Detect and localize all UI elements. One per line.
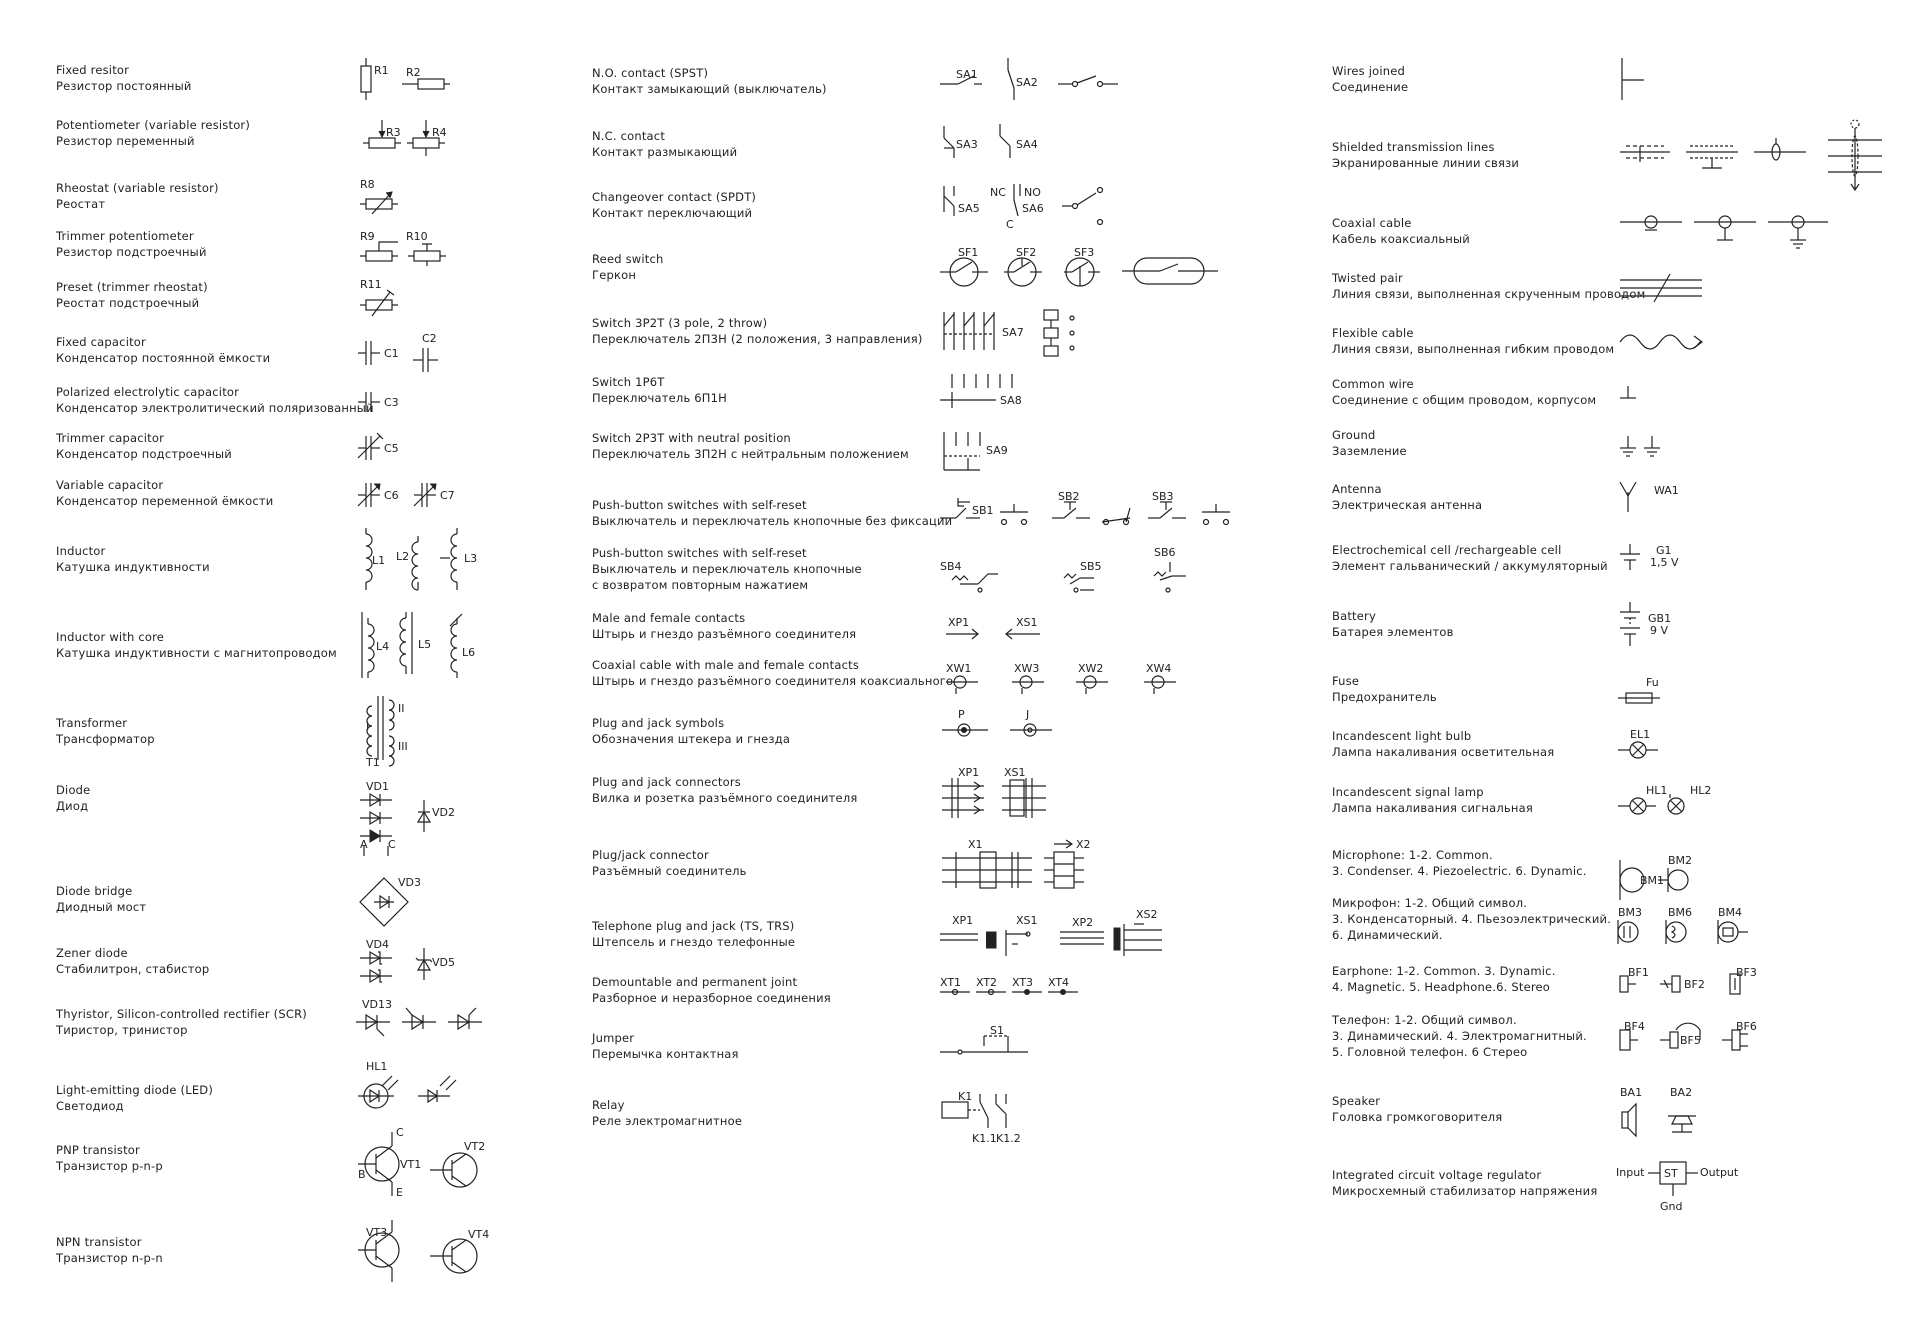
ref-t1-winding-3: III bbox=[398, 740, 408, 753]
entry-speaker: Speaker Головка громкоговорителя bbox=[1332, 1094, 1503, 1124]
entry-switch-3p2t: Switch 3P2T (3 pole, 2 throw) Переключатель 2П3Н (2 положения, 3 направления) bbox=[592, 316, 923, 346]
ref-s1: S1 bbox=[990, 1024, 1004, 1037]
ref-xs1-phone: XS1 bbox=[1016, 914, 1038, 927]
ref-xt1: XT1 bbox=[940, 976, 962, 989]
phone-plug-xp2-symbol bbox=[1060, 928, 1120, 950]
capacitor-c6-symbol bbox=[358, 483, 380, 507]
ref-sa8: SA8 bbox=[1000, 394, 1022, 407]
ref-t1: T1 bbox=[366, 756, 380, 769]
ref-xt2: XT2 bbox=[976, 976, 998, 989]
ref-bm6: BM6 bbox=[1668, 906, 1693, 919]
entry-relay: Relay Реле электромагнитное bbox=[592, 1098, 743, 1128]
ref-cathode: C bbox=[388, 838, 396, 851]
reed-sf1-symbol bbox=[940, 258, 988, 286]
ref-k1-2: K1.2 bbox=[996, 1132, 1021, 1145]
entry-diode: Diode Диод bbox=[56, 783, 91, 813]
ref-l5: L5 bbox=[418, 638, 432, 651]
entry-plug-jack-symbols: Plug and jack symbols Обозначения штекера и гнезда bbox=[592, 716, 791, 746]
inductor-l5-symbol bbox=[400, 612, 412, 674]
ref-c7: C7 bbox=[440, 489, 455, 502]
switch-spst-symbol bbox=[1058, 76, 1118, 87]
coax-xw3-symbol bbox=[1012, 676, 1044, 694]
trimmer-r10-symbol bbox=[408, 244, 446, 266]
entry-changeover-contact: Changeover contact (SPDT) Контакт переключающий bbox=[592, 190, 757, 220]
entry-jumper: Jumper Перемычка контактная bbox=[592, 1031, 739, 1061]
entry-switch-1p6t: Switch 1P6T Переключатель 6П1Н bbox=[592, 375, 728, 405]
coaxial-cable-symbol-2 bbox=[1694, 216, 1756, 240]
ref-t1-winding-2: II bbox=[398, 702, 405, 715]
signal-lamp-hl1-symbol bbox=[1618, 798, 1656, 814]
ref-bf1: BF1 bbox=[1628, 966, 1649, 979]
switch-spdt-symbol bbox=[1062, 188, 1103, 225]
ref-vd5: VD5 bbox=[432, 956, 455, 969]
inductor-l2-symbol bbox=[412, 536, 418, 590]
rheostat-r8-symbol bbox=[360, 192, 398, 214]
ref-c1: C1 bbox=[384, 347, 399, 360]
coax-xw4-symbol bbox=[1144, 676, 1176, 694]
entry-potentiometer: Potentiometer (variable resistor) Резистор переменный bbox=[56, 118, 251, 148]
ref-xp2-phone: XP2 bbox=[1072, 916, 1094, 929]
entry-earphone-ru: Телефон: 1-2. Общий символ. 3. Динамический. 4. Электромагнитный. 5. Головной телефон. 6 Стерео bbox=[1332, 1013, 1587, 1059]
ref-sa9: SA9 bbox=[986, 444, 1008, 457]
ref-bf6: BF6 bbox=[1736, 1020, 1757, 1033]
ref-xw2: XW2 bbox=[1078, 662, 1104, 675]
ref-sb4: SB4 bbox=[940, 560, 962, 573]
ref-nc: NC bbox=[990, 186, 1006, 199]
phone-jack-xs1-symbol bbox=[1006, 930, 1030, 956]
ref-sb1: SB1 bbox=[972, 504, 994, 517]
entry-pushbutton-1: Push-button switches with self-reset Выключатель и переключатель кнопочные без фиксации bbox=[592, 498, 953, 528]
contact-sa4-symbol bbox=[1000, 124, 1010, 158]
ref-labels bbox=[358, 64, 1757, 1241]
ref-r2: R2 bbox=[406, 66, 421, 79]
ref-g1-voltage: 1,5 V bbox=[1650, 556, 1679, 569]
coax-xw2-symbol bbox=[1076, 676, 1108, 694]
entry-switch-2p3t: Switch 2P3T with neutral position Переключатель 3П2Н с нейтральным положением bbox=[592, 431, 909, 461]
trimmer-r9-symbol bbox=[360, 242, 398, 261]
contact-sa2-symbol bbox=[1008, 58, 1014, 100]
thyristor-symbol-2 bbox=[402, 1008, 436, 1029]
zener-vd5-symbol bbox=[416, 948, 432, 980]
contact-sa5-symbol bbox=[944, 186, 954, 216]
ref-fu: Fu bbox=[1646, 676, 1659, 689]
wires-joined-symbol bbox=[1622, 58, 1644, 100]
ref-emitter: E bbox=[396, 1186, 403, 1199]
entry-electrolytic-capacitor: Polarized electrolytic capacitor Конденсатор электролитический поляризованный bbox=[56, 385, 374, 415]
ref-r3: R3 bbox=[386, 126, 401, 139]
ref-xs2-phone: XS2 bbox=[1136, 908, 1158, 921]
ref-xs1-connector: XS1 bbox=[1004, 766, 1026, 779]
coax-xw1-symbol bbox=[946, 676, 978, 694]
ref-g1: G1 bbox=[1656, 544, 1672, 557]
ref-sa7: SA7 bbox=[1002, 326, 1024, 339]
thyristor-vd13-symbol-1 bbox=[356, 1015, 390, 1036]
ref-wa1: WA1 bbox=[1654, 484, 1679, 497]
entry-ic-regulator: Integrated circuit voltage regulator Микросхемный стабилизатор напряжения bbox=[1332, 1168, 1598, 1198]
ref-xw3: XW3 bbox=[1014, 662, 1040, 675]
phone-plug-xp1-symbol bbox=[940, 932, 996, 948]
ref-xt4: XT4 bbox=[1048, 976, 1070, 989]
pushbutton-no-3-symbol bbox=[1202, 504, 1230, 525]
joint-xt2-symbol bbox=[976, 990, 1006, 995]
ref-r8: R8 bbox=[360, 178, 375, 191]
entry-microphone-en: Microphone: 1-2. Common. 3. Condenser. 4. Piezoelectric. 6. Dynamic. bbox=[1332, 848, 1587, 878]
ref-r4: R4 bbox=[432, 126, 447, 139]
thyristor-symbol-3 bbox=[448, 1008, 482, 1029]
ref-vd13: VD13 bbox=[362, 998, 392, 1011]
ref-sf2: SF2 bbox=[1016, 246, 1037, 259]
earphone-bf6-symbol bbox=[1722, 1030, 1748, 1050]
entry-microphone-ru: Микрофон: 1-2. Общий символ. 3. Конденсаторный. 4. Пьезоэлектрический. 6. Динамический. bbox=[1332, 896, 1612, 942]
ref-anode: A bbox=[360, 838, 368, 851]
cell-g1-symbol bbox=[1620, 544, 1640, 570]
entry-trimmer-potentiometer: Trimmer potentiometer Резистор подстроечный bbox=[56, 229, 207, 259]
entry-thyristor: Thyristor, Silicon-controlled rectifier (SCR) Тиристор, тринистор bbox=[56, 1007, 307, 1037]
ref-c2: C2 bbox=[422, 332, 437, 345]
entry-light-bulb: Incandescent light bulb Лампа накаливания осветительная bbox=[1332, 729, 1555, 759]
battery-gb1-symbol bbox=[1620, 602, 1640, 646]
ref-sa3: SA3 bbox=[956, 138, 978, 151]
entry-coaxial-contacts: Coaxial cable with male and female contacts Штырь и гнездо разъёмного соединителя коаксиального bbox=[592, 658, 954, 688]
ref-xw4: XW4 bbox=[1146, 662, 1172, 675]
entry-variable-capacitor: Variable capacitor Конденсатор переменной ёмкости bbox=[56, 478, 274, 508]
entry-nc-contact: N.C. contact Контакт размыкающий bbox=[592, 129, 738, 159]
pushbutton-no-1-symbol bbox=[1000, 504, 1028, 525]
ref-c6: C6 bbox=[384, 489, 399, 502]
jumper-s1-symbol bbox=[940, 1036, 1028, 1054]
ref-x1: X1 bbox=[968, 838, 983, 851]
diode-vd2-symbol bbox=[418, 800, 430, 832]
entry-telephone-plug: Telephone plug and jack (TS, TRS) Штепсель и гнездо телефонные bbox=[592, 919, 796, 949]
ref-l6: L6 bbox=[462, 646, 476, 659]
speaker-ba2-symbol bbox=[1668, 1116, 1696, 1132]
ref-r1: R1 bbox=[374, 64, 389, 77]
entry-pnp: PNP transistor Транзистор p-n-p bbox=[56, 1143, 163, 1173]
capacitor-c1-symbol bbox=[358, 341, 380, 365]
microphone-bm3-symbol bbox=[1618, 920, 1638, 944]
entry-antenna: Antenna Электрическая антенна bbox=[1332, 482, 1483, 512]
connector-x1-symbol bbox=[942, 852, 1032, 888]
ref-sa6: SA6 bbox=[1022, 202, 1044, 215]
entry-ground: Ground Заземление bbox=[1332, 428, 1407, 458]
signal-lamp-hl2-symbol bbox=[1668, 794, 1684, 814]
entry-demountable-joint: Demountable and permanent joint Разборное и неразборное соединения bbox=[592, 975, 831, 1005]
ref-r11: R11 bbox=[360, 278, 382, 291]
switch-sa7-symbol bbox=[944, 312, 994, 350]
joint-xt1-symbol bbox=[940, 990, 970, 995]
capacitor-c2-symbol bbox=[413, 348, 438, 372]
ref-l1: L1 bbox=[372, 554, 386, 567]
speaker-ba1-symbol bbox=[1622, 1104, 1636, 1136]
ref-l4: L4 bbox=[376, 640, 390, 653]
light-bulb-el1-symbol bbox=[1618, 742, 1658, 758]
ref-bm4: BM4 bbox=[1718, 906, 1743, 919]
ref-hl1: HL1 bbox=[366, 1060, 388, 1073]
ref-el1: EL1 bbox=[1630, 728, 1651, 741]
zener-vd4-symbol bbox=[360, 952, 392, 982]
ref-bf5: BF5 bbox=[1680, 1034, 1701, 1047]
ref-hl1-lamp: HL1 bbox=[1646, 784, 1668, 797]
ref-bf3: BF3 bbox=[1736, 966, 1757, 979]
capacitor-c3-symbol bbox=[358, 392, 380, 412]
ref-sb3: SB3 bbox=[1152, 490, 1174, 503]
ref-p: P bbox=[958, 708, 965, 721]
ref-xp1-connector: XP1 bbox=[958, 766, 980, 779]
ground-symbol bbox=[1620, 436, 1660, 456]
phone-jack-xs2-symbol bbox=[1124, 924, 1162, 956]
ref-t1-winding-1: I bbox=[366, 720, 370, 733]
entry-twisted-pair: Twisted pair Линия связи, выполненная скрученным проводом bbox=[1332, 271, 1646, 301]
connector-xs1-symbol bbox=[1002, 778, 1046, 818]
entry-transformer: Transformer Трансформатор bbox=[56, 716, 155, 746]
ref-bm1: BM1 bbox=[1640, 874, 1665, 887]
shielded-line-2-symbol bbox=[1686, 146, 1738, 168]
resistor-r1-symbol bbox=[361, 58, 371, 100]
reed-sf3-symbol bbox=[1064, 258, 1100, 286]
entry-signal-lamp: Incandescent signal lamp Лампа накаливания сигнальная bbox=[1332, 785, 1533, 815]
ref-x2: X2 bbox=[1076, 838, 1091, 851]
ref-bm3: BM3 bbox=[1618, 906, 1643, 919]
ref-sb5: SB5 bbox=[1080, 560, 1102, 573]
ref-vt3: VT3 bbox=[366, 1226, 388, 1239]
ref-l2: L2 bbox=[396, 550, 410, 563]
entry-diode-bridge: Diode bridge Диодный мост bbox=[56, 884, 147, 914]
entry-earphone-en: Earphone: 1-2. Common. 3. Dynamic. 4. Magnetic. 5. Headphone.6. Stereo bbox=[1332, 964, 1556, 994]
jack-j-symbol bbox=[1010, 724, 1052, 736]
reed-sf2-symbol bbox=[1004, 258, 1042, 286]
earphone-bf4-symbol bbox=[1620, 1030, 1638, 1050]
ref-j: J bbox=[1026, 708, 1030, 721]
ref-sa1: SA1 bbox=[956, 68, 978, 81]
entry-wires-joined: Wires joined Соединение bbox=[1332, 64, 1409, 94]
joint-xt4-symbol bbox=[1048, 990, 1078, 995]
ref-sa2: SA2 bbox=[1016, 76, 1038, 89]
ref-xw1: XW1 bbox=[946, 662, 972, 675]
switch-sa9-symbol bbox=[944, 432, 980, 470]
ref-xp1-phone: XP1 bbox=[952, 914, 974, 927]
pushbutton-sb5-symbol bbox=[1064, 574, 1094, 592]
coaxial-cable-symbol-1 bbox=[1620, 216, 1682, 230]
entry-flexible-cable: Flexible cable Линия связи, выполненная гибким проводом bbox=[1332, 326, 1615, 356]
connector-xp1-symbol bbox=[942, 778, 984, 818]
ref-bm2: BM2 bbox=[1668, 854, 1693, 867]
entry-fixed-capacitor: Fixed capacitor Конденсатор постоянной ёмкости bbox=[56, 335, 271, 365]
ref-r9: R9 bbox=[360, 230, 375, 243]
antenna-symbol bbox=[1620, 482, 1636, 512]
entry-plug-jack-connectors: Plug and jack connectors Вилка и розетка разъёмного соединителя bbox=[592, 775, 858, 805]
pushbutton-no-2-symbol bbox=[1102, 508, 1130, 525]
capacitor-c5-symbol bbox=[358, 433, 383, 460]
entry-fuse: Fuse Предохранитель bbox=[1332, 674, 1437, 704]
entry-coaxial-cable: Coaxial cable Кабель коаксиальный bbox=[1332, 216, 1470, 246]
entry-trimmer-capacitor: Trimmer capacitor Конденсатор подстроечный bbox=[56, 431, 232, 461]
ref-ba2: BA2 bbox=[1670, 1086, 1693, 1099]
coaxial-cable-symbol-3 bbox=[1768, 216, 1828, 248]
contact-sa3-symbol bbox=[944, 126, 954, 158]
twisted-pair-symbol bbox=[1620, 274, 1702, 302]
inductor-l3-symbol bbox=[440, 528, 457, 590]
contact-sa6-symbol bbox=[1014, 184, 1020, 216]
entry-led: Light-emitting diode (LED) Светодиод bbox=[56, 1083, 214, 1113]
ref-c3: C3 bbox=[384, 396, 399, 409]
shielded-line-4-symbol bbox=[1828, 120, 1882, 190]
entry-inductor: Inductor Катушка индуктивности bbox=[56, 544, 210, 574]
microphone-bm4-symbol bbox=[1718, 920, 1748, 944]
ref-collector: C bbox=[396, 1126, 404, 1139]
entry-battery: Battery Батарея элементов bbox=[1332, 609, 1454, 639]
ref-input: Input bbox=[1616, 1166, 1645, 1179]
ref-no: NO bbox=[1024, 186, 1041, 199]
ref-xs1-contact: XS1 bbox=[1016, 616, 1038, 629]
entry-preset: Preset (trimmer rheostat) Реостат подстроечный bbox=[56, 280, 208, 310]
pnp-vt1-symbol bbox=[358, 1132, 399, 1196]
entry-rheostat: Rheostat (variable resistor) Реостат bbox=[56, 181, 219, 211]
ref-xt3: XT3 bbox=[1012, 976, 1034, 989]
inductor-l4-symbol bbox=[362, 612, 374, 678]
ref-vt2: VT2 bbox=[464, 1140, 486, 1153]
pushbutton-sb2-symbol bbox=[1052, 502, 1090, 518]
entry-pushbutton-2: Push-button switches with self-reset Выключатель и переключатель кнопочные с возвратом повторным нажатием bbox=[592, 546, 862, 592]
capacitor-c7-symbol bbox=[414, 483, 436, 507]
ref-sb2: SB2 bbox=[1058, 490, 1080, 503]
entry-zener: Zener diode Стабилитрон, стабистор bbox=[56, 946, 210, 976]
ref-sa5: SA5 bbox=[958, 202, 980, 215]
ref-c5: C5 bbox=[384, 442, 399, 455]
earphone-bf2-symbol bbox=[1660, 976, 1680, 992]
npn-vt4-symbol bbox=[430, 1239, 477, 1273]
ref-k1: K1 bbox=[958, 1090, 973, 1103]
entry-reed-switch: Reed switch Геркон bbox=[592, 252, 664, 282]
switch-multi-symbol bbox=[1044, 310, 1074, 356]
fuse-symbol bbox=[1618, 693, 1660, 703]
entry-npn: NPN transistor Транзистор n-p-n bbox=[56, 1235, 163, 1265]
ref-output: Output bbox=[1700, 1166, 1739, 1179]
ref-gnd: Gnd bbox=[1660, 1200, 1683, 1213]
ref-l3: L3 bbox=[464, 552, 478, 565]
entry-cell: Electrochemical cell /rechargeable cell Элемент гальванический / аккумуляторный bbox=[1332, 543, 1608, 573]
plug-p-symbol bbox=[942, 724, 988, 736]
pnp-vt2-symbol bbox=[430, 1153, 477, 1187]
ref-vd1: VD1 bbox=[366, 780, 389, 793]
entry-no-contact: N.O. contact (SPST) Контакт замыкающий (выключатель) bbox=[592, 66, 827, 96]
entry-male-female-contacts: Male and female contacts Штырь и гнездо разъёмного соединителя bbox=[592, 611, 857, 641]
led-symbol-2 bbox=[418, 1076, 456, 1102]
ref-common: C bbox=[1006, 218, 1014, 231]
ref-sf3: SF3 bbox=[1074, 246, 1095, 259]
female-contact-xs1-symbol bbox=[1006, 629, 1040, 639]
ref-sf1: SF1 bbox=[958, 246, 979, 259]
pushbutton-sb4-symbol bbox=[952, 574, 998, 592]
pushbutton-sb3-symbol bbox=[1148, 502, 1186, 518]
shielded-line-1-symbol bbox=[1620, 146, 1670, 162]
ref-ba1: BA1 bbox=[1620, 1086, 1643, 1099]
joint-xt3-symbol bbox=[1012, 990, 1042, 995]
preset-r11-symbol bbox=[360, 290, 398, 316]
entry-inductor-core: Inductor with core Катушка индуктивности с магнитопроводом bbox=[56, 630, 337, 660]
ref-r10: R10 bbox=[406, 230, 428, 243]
entry-common-wire: Common wire Соединение с общим проводом, корпусом bbox=[1332, 377, 1597, 407]
ref-gb1: GB1 bbox=[1648, 612, 1672, 625]
ref-vt4: VT4 bbox=[468, 1228, 490, 1241]
ref-hl2: HL2 bbox=[1690, 784, 1712, 797]
ref-vd2: VD2 bbox=[432, 806, 455, 819]
inductor-l6-symbol bbox=[450, 614, 462, 678]
ref-bf4: BF4 bbox=[1624, 1020, 1645, 1033]
ref-vd3: VD3 bbox=[398, 876, 421, 889]
microphone-bm6-symbol bbox=[1666, 920, 1686, 944]
entry-fixed-resistor: Fixed resitor Резистор постоянный bbox=[56, 63, 192, 93]
ref-base: B bbox=[358, 1168, 366, 1181]
entry-plug-jack-connector: Plug/jack connector Разъёмный соединитель bbox=[592, 848, 747, 878]
ref-st: ST bbox=[1664, 1167, 1678, 1180]
resistor-r2-symbol bbox=[402, 79, 450, 89]
male-contact-xp1-symbol bbox=[946, 629, 978, 639]
reed-switch-symbol bbox=[1122, 258, 1218, 284]
ref-gb1-voltage: 9 V bbox=[1650, 624, 1669, 637]
entry-shielded-lines: Shielded transmission lines Экранированные линии связи bbox=[1332, 140, 1520, 170]
ref-xp1-contact: XP1 bbox=[948, 616, 970, 629]
ref-vt1: VT1 bbox=[400, 1158, 422, 1171]
flexible-cable-symbol bbox=[1620, 335, 1702, 349]
ref-vd4: VD4 bbox=[366, 938, 389, 951]
relay-k1-symbol bbox=[942, 1094, 1006, 1128]
shielded-line-3-symbol bbox=[1754, 138, 1806, 160]
ref-k1-1: K1.1 bbox=[972, 1132, 997, 1145]
ref-bf2: BF2 bbox=[1684, 978, 1705, 991]
common-wire-symbol bbox=[1620, 386, 1636, 398]
ref-sa4: SA4 bbox=[1016, 138, 1038, 151]
led-hl1-symbol bbox=[358, 1076, 398, 1108]
ref-sb6: SB6 bbox=[1154, 546, 1176, 559]
pushbutton-sb6-symbol bbox=[1154, 562, 1186, 592]
